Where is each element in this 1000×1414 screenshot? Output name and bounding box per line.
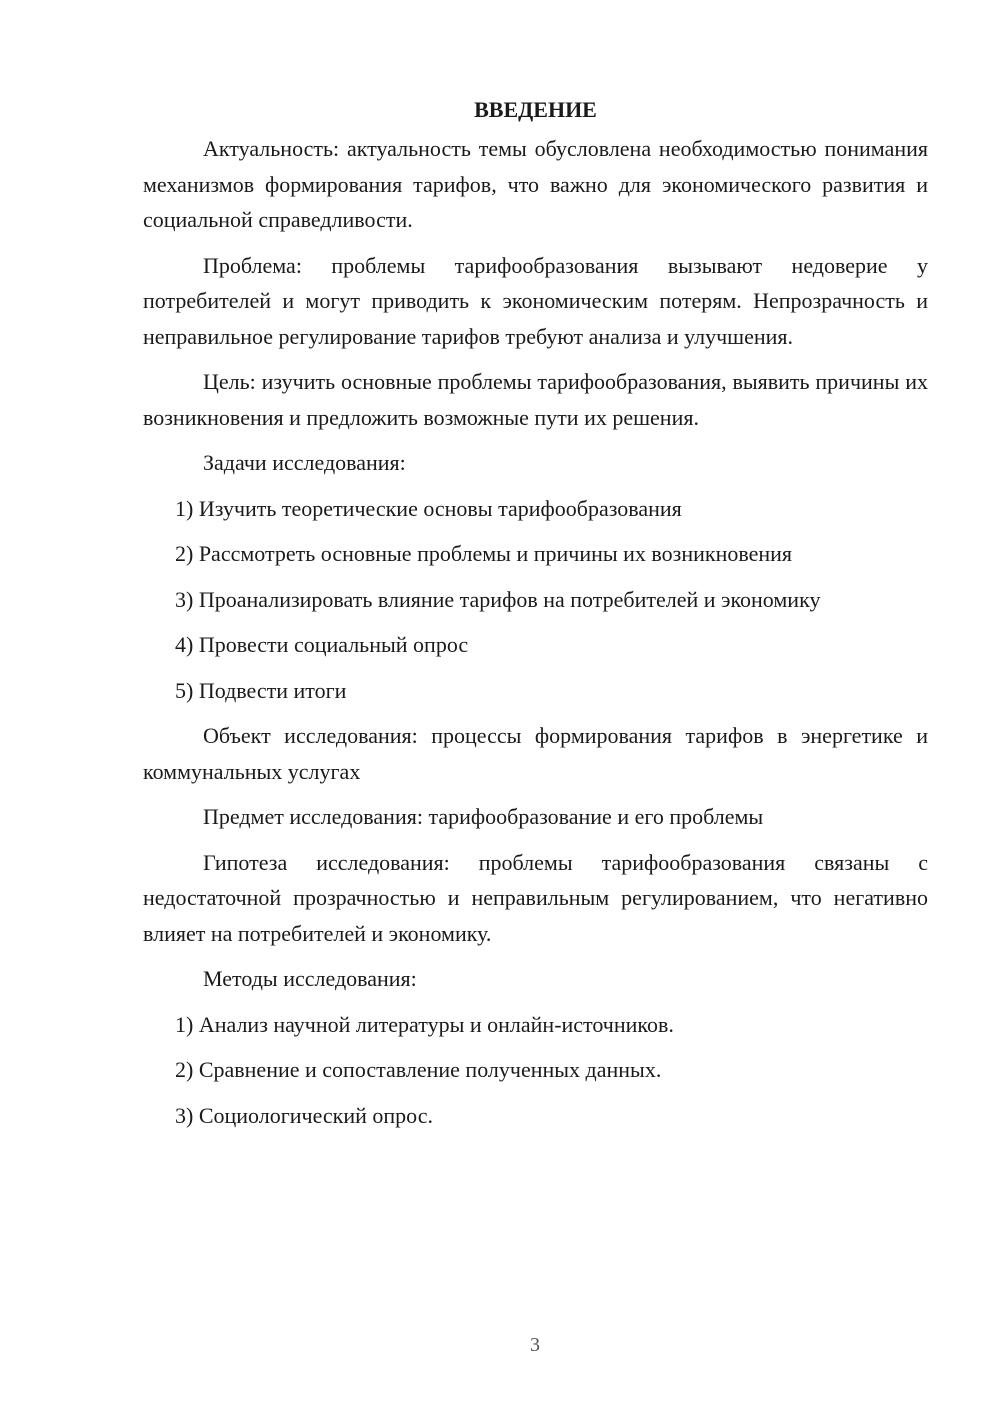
goal-paragraph: Цель: изучить основные проблемы тарифообразования, выявить причины их возникновения и предложить возможные пути их решения. [143, 369, 928, 430]
page-content [143, 92, 928, 1143]
tasks-heading: Задачи исследования: [203, 450, 406, 475]
hypothesis-paragraph: Гипотеза исследования: проблемы тарифообразования связаны с недостаточной прозрачностью и неправильным регулированием, что негативно влияет на потребителей и экономику. [143, 849, 928, 946]
method-item: 2) Сравнение и сопоставление полученных данных. [175, 1057, 662, 1082]
page-number: 3 [530, 1334, 540, 1356]
relevance-paragraph: Актуальность: актуальность темы обусловлена необходимостью понимания механизмов формирования тарифов, что важно для экономического развития и социальной справедливости. [143, 136, 928, 232]
method-item: 1) Анализ научной литературы и онлайн-источников. [175, 1011, 674, 1037]
problem-paragraph: Проблема: проблемы тарифообразования вызывают недоверие у потребителей и могут приводить к экономическим потерям. Непрозрачность и неправильное регулирование тарифов требуют анализа и улучшения. [143, 252, 928, 349]
subject-paragraph: Предмет исследования: тарифообразование и его проблемы [203, 804, 764, 829]
task-item: 5) Подвести итоги [175, 677, 347, 703]
section-title: ВВЕДЕНИЕ [474, 97, 597, 122]
task-item: 1) Изучить теоретические основы тарифообразования [175, 495, 682, 521]
task-item: 2) Рассмотреть основные проблемы и причины их возникновения [175, 541, 793, 566]
method-item: 3) Социологический опрос. [175, 1102, 433, 1128]
task-item: 3) Проанализировать влияние тарифов на потребителей и экономику [175, 586, 821, 612]
methods-heading: Методы исследования: [203, 966, 417, 991]
object-paragraph: Объект исследования: процессы формирования тарифов в энергетике и коммунальных услугах [143, 723, 928, 784]
task-item: 4) Провести социальный опрос [175, 632, 469, 657]
